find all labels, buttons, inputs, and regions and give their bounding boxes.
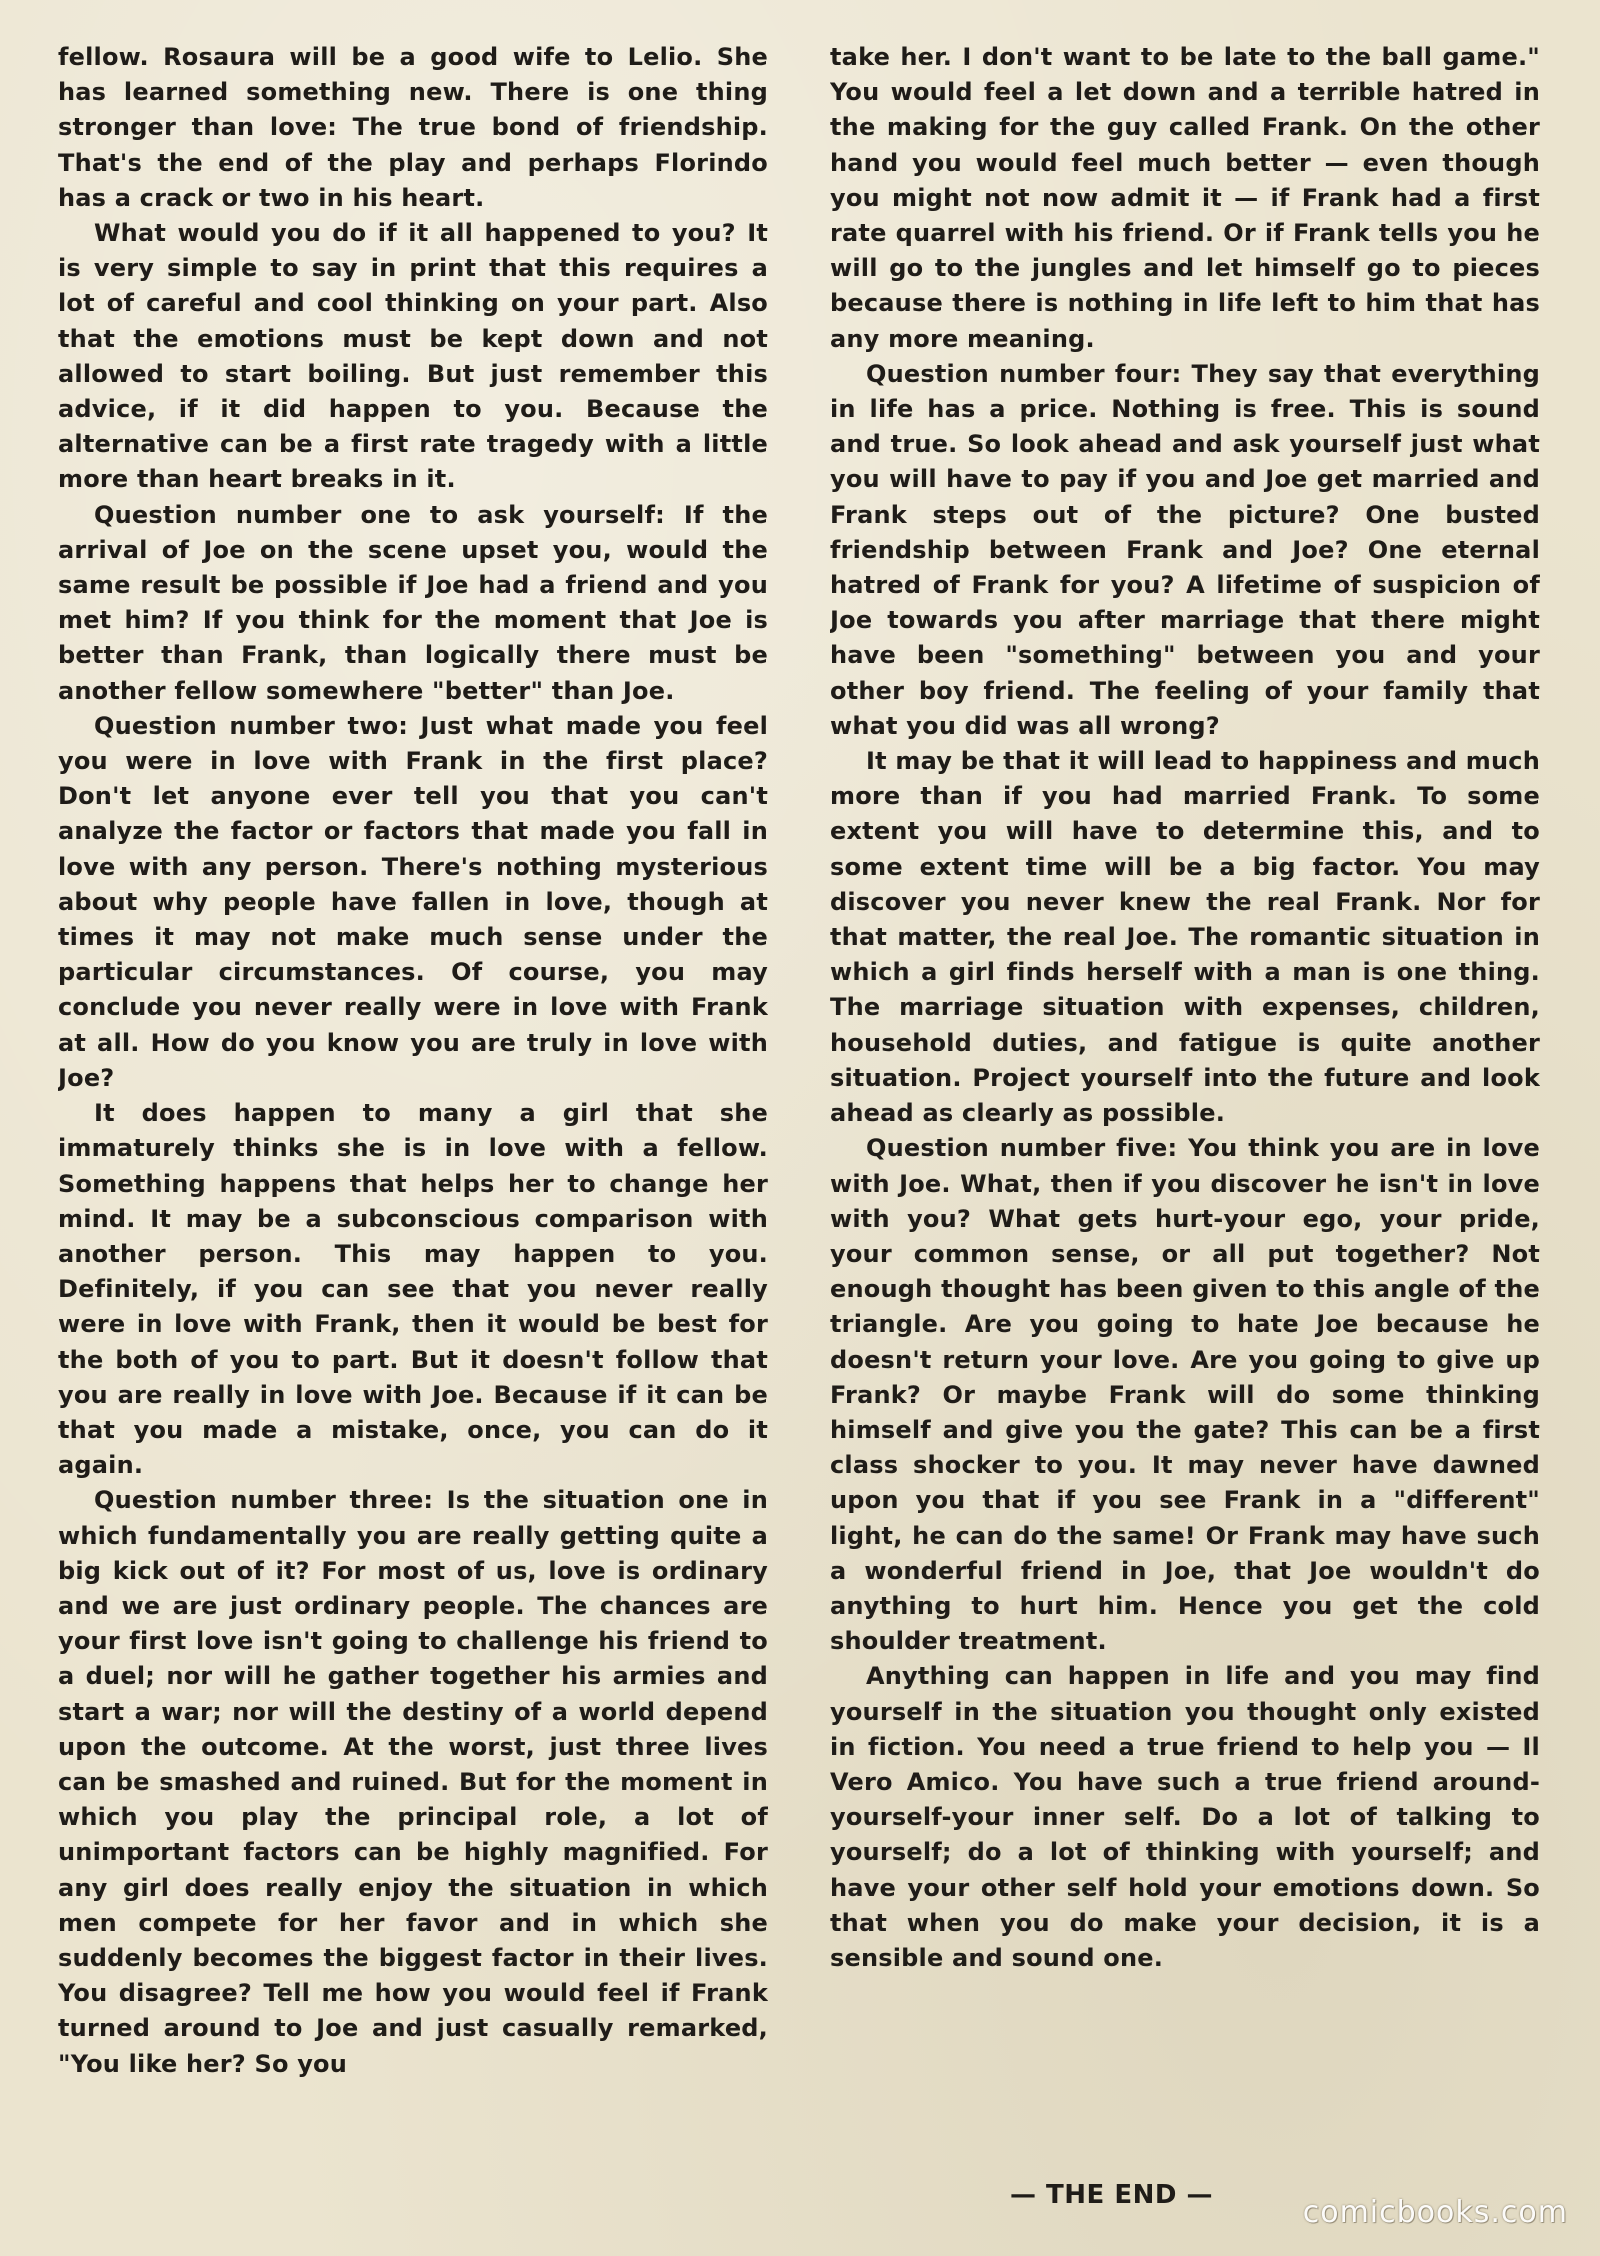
paragraph: It does happen to many a girl that she immaturely thinks she is in love with a fellow. Something happens that helps her to change her mind. It may be a subconscious comparison with another person. This may happen to you. Definitely, if you can see that you never really were in love with Frank, then it would be best for the both of you to part. But it doesn't follow that you are really in love with Joe. Because if it can be that you made a mistake, once, you can do it again. bbox=[58, 1099, 768, 1480]
paragraph: fellow. Rosaura will be a good wife to Lelio. She has learned something new. There is one thing stronger than love: The true bond of friendship. That's the end of the play and perhaps Florindo has a crack or two in his heart. bbox=[58, 43, 768, 212]
site-watermark: comicbooks.com bbox=[1302, 2195, 1568, 2230]
left-text-column bbox=[58, 40, 768, 2220]
paragraph: What would you do if it all happened to you? It is very simple to say in print that this requires a lot of careful and cool thinking on your part. Also that the emotions must be kept down and not allowed to start boiling. But just remember this advice, if it did happen to you. Because the alternative can be a first rate tragedy with a little more than heart breaks in it. bbox=[58, 219, 768, 494]
paragraph: Question number three: Is the situation one in which fundamentally you are really getting quite a big kick out of it? For most of us, love is ordinary and we are just ordinary people. The chances are your first love isn't going to challenge his friend to a duel; nor will he gather together his armies and start a war; nor will the destiny of a world depend upon the outcome. At the worst, just three lives can be smashed and ruined. But for the moment in which you play the principal role, a lot of unimportant factors can be highly magnified. For any girl does really enjoy the situation in which men compete for her favor and in which she suddenly becomes the biggest factor in their lives. You disagree? Tell me how you would feel if Frank turned around to Joe and just casually remarked, "You like her? So you bbox=[58, 1486, 768, 2078]
paragraph: Question number four: They say that everything in life has a price. Nothing is free. This is sound and true. So look ahead and ask yourself just what you will have to pay if you and Joe get married and Frank steps out of the picture? One busted friendship between Frank and Joe? One eternal hatred of Frank for you? A lifetime of suspicion of Joe towards you after marriage that there might have been "something" between you and your other boy friend. The feeling of your family that what you did was all wrong? bbox=[830, 359, 1540, 740]
paragraph: It may be that it will lead to happiness and much more than if you had married Frank. To some extent you will have to determine this, and to some extent time will be a big factor. You may discover you never knew the real Frank. Nor for that matter, the real Joe. The romantic situation in which a girl finds herself with a man is one thing. The marriage situation with expenses, children, household duties, and fatigue is quite another situation. Project yourself into the future and look ahead as clearly as possible. bbox=[830, 747, 1540, 1128]
paragraph: Question number five: You think you are in love with Joe. What, then if you discover he isn't in love with you? What gets hurt-your ego, your pride, your common sense, or all put together? Not enough thought has been given to this angle of the triangle. Are you going to hate Joe because he doesn't return your love. Are you going to give up Frank? Or maybe Frank will do some thinking himself and give you the gate? This can be a first class shocker to you. It may never have dawned upon you that if you see Frank in a "different" light, he can do the same! Or Frank may have such a wonderful friend in Joe, that Joe wouldn't do anything to hurt him. Hence you get the cold shoulder treatment. bbox=[830, 1134, 1540, 1656]
paragraph: Question number two: Just what made you feel you were in love with Frank in the first place? Don't let anyone ever tell you that you can't analyze the factor or factors that made you fall in love with any person. There's nothing mysterious about why people have fallen in love, though at times it may not make much sense under the particular circumstances. Of course, you may conclude you never really were in love with Frank at all. How do you know you are truly in love with Joe? bbox=[58, 711, 768, 1092]
paragraph: Anything can happen in life and you may find yourself in the situation you thought only existed in fiction. You need a true friend to help you — Il Vero Amico. You have such a true friend around-yourself-your inner self. Do a lot of talking to yourself; do a lot of thinking with yourself; and have your other self hold your emotions down. So that when you do make your decision, it is a sensible and sound one. bbox=[830, 1662, 1540, 1972]
the-end-marker: — THE END — bbox=[1010, 2180, 1214, 2210]
paragraph: Question number one to ask yourself: If the arrival of Joe on the scene upset you, would the same result be possible if Joe had a friend and you met him? If you think for the moment that Joe is better than Frank, than logically there must be another fellow somewhere "better" than Joe. bbox=[58, 500, 768, 705]
paragraph: take her. I don't want to be late to the ball game." You would feel a let down and a terrible hatred in the making for the guy called Frank. On the other hand you would feel much better — even though you might not now admit it — if Frank had a first rate quarrel with his friend. Or if Frank tells you he will go to the jungles and let himself go to pieces because there is nothing in life left to him that has any more meaning. bbox=[830, 43, 1540, 353]
right-text-column bbox=[830, 40, 1540, 2220]
